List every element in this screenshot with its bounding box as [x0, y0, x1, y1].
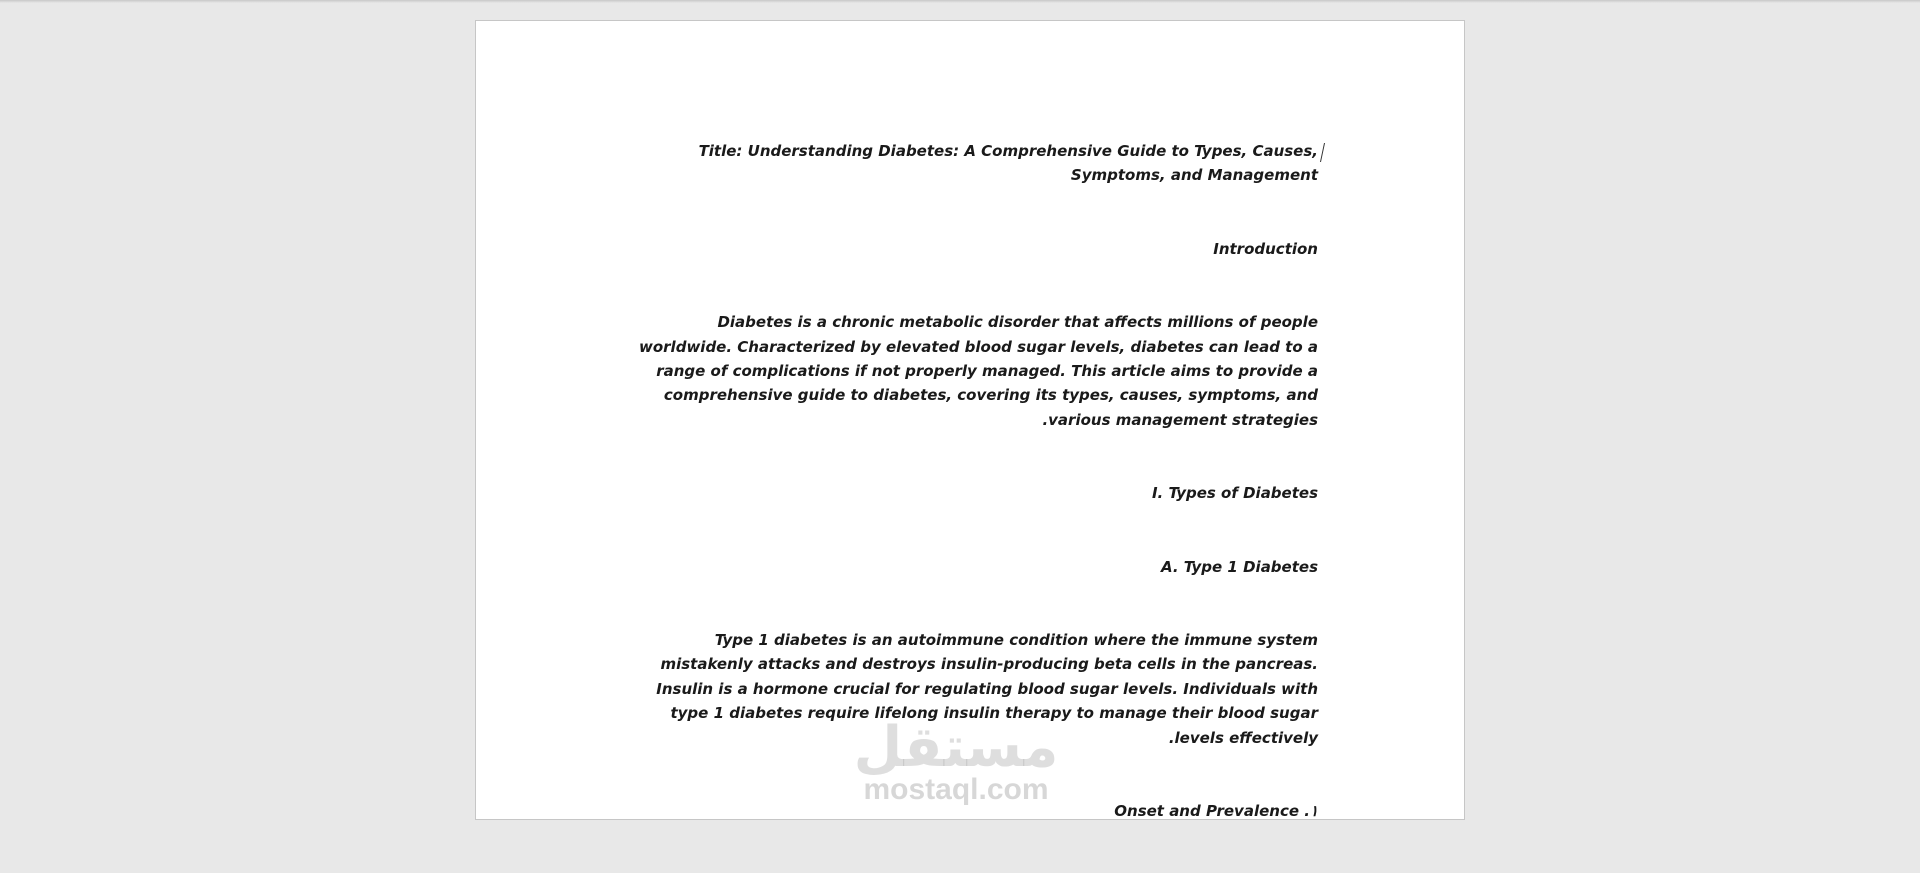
- intro-paragraph: Diabetes is a chronic metabolic disorder that affects millions of people worldwide. Characterized by elevated blood sugar levels, diabetes can lead to a range of complications if not properly managed. This article aims to provide a comprehensive guide to diabetes, covering its types, causes, symptoms, and various management strategies.: [639, 313, 1318, 429]
- watermark-logo: مستقل: [853, 715, 1059, 780]
- heading-type-1-diabetes: A. Type 1 Diabetes: [1160, 557, 1318, 576]
- document-title: Title: Understanding Diabetes: A Comprehensive Guide to Types, Causes, Symptoms, and Management: [698, 142, 1318, 185]
- type-1-paragraph: Type 1 diabetes is an autoimmune condition where the immune system mistakenly attacks and destroys insulin-producing beta cells in the pancreas. Insulin is a hormone crucial for regulating blood sugar levels. Individuals with type 1 diabetes require lifelong insulin therapy to manage their blood sugar levels effectively.: [656, 631, 1318, 747]
- heading-types-of-diabetes: I. Types of Diabetes: [1151, 484, 1318, 503]
- watermark-url: mostaql.com: [863, 773, 1049, 806]
- document-body[interactable]: [626, 139, 1318, 873]
- document-page[interactable]: [475, 20, 1465, 820]
- text-cursor: [1320, 143, 1325, 162]
- heading-onset-prevalence: ١. Onset and Prevalence: [1114, 802, 1318, 821]
- window-top-shadow: [0, 0, 1920, 3]
- heading-introduction: Introduction: [1213, 239, 1318, 258]
